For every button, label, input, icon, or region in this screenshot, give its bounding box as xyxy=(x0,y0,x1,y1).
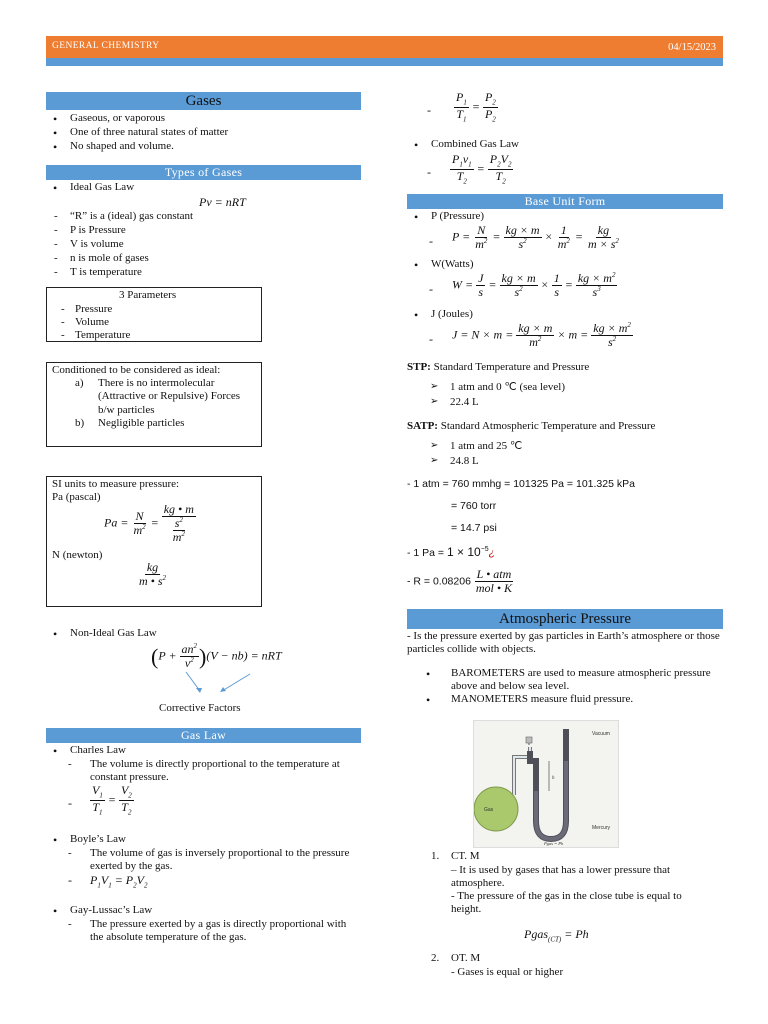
ideal-gas-law-label: • Ideal Gas Law xyxy=(46,181,361,195)
si-title: SI units to measure pressure: xyxy=(52,478,180,490)
gay-lussac-label: • Gay-Lussac’s Law xyxy=(46,904,361,918)
gas-law-content xyxy=(46,744,361,820)
ot-line: - Gases is equal or higher xyxy=(451,965,564,978)
section-types-title: Types of Gases xyxy=(46,165,361,180)
section-atmospheric-title: Atmospheric Pressure xyxy=(407,609,723,629)
list-item: • Gaseous, or vaporous xyxy=(46,112,361,126)
combined-gas-law xyxy=(407,138,723,152)
newton-label: N (newton) xyxy=(52,549,103,561)
parameters-title: 3 Parameters xyxy=(119,289,177,301)
boyle-law-content xyxy=(46,833,361,889)
watts-unit-equation: - W = $\frac{J}{s}$ = $\frac{kg \times m}{s^2}$ × $\frac{1}{s}$ = $\frac{kg \times m^2}{s^3}$ xyxy=(429,271,616,300)
section-base-unit-title: Base Unit Form xyxy=(407,194,723,209)
svg-text:Pgas = Ph: Pgas = Ph xyxy=(544,841,564,846)
header-date: 04/15/2023 xyxy=(668,42,716,53)
manometer-image xyxy=(473,720,619,848)
van-der-waals-equation: (P + $\frac{an^2}{v^2}$ )(V − nb) = nRT xyxy=(151,642,282,671)
list-item: - Pressure xyxy=(53,303,261,316)
joules-unit-equation: - J = N × m = $\frac{kg \times m}{m^2}$ × m = $\frac{kg \times m^2}{s^2}$ xyxy=(429,321,631,350)
atmospheric-bullets xyxy=(407,667,723,707)
list-item: • BAROMETERS are used to measure atmospheric pressure above and below sea level. xyxy=(426,667,711,693)
section-gases-title: Gases xyxy=(46,92,361,110)
gay-lussac-desc: - The pressure exerted by a gas is directly proportional with the absolute temperature of the gas. xyxy=(68,918,347,944)
stp-list xyxy=(426,381,716,411)
stp-bold: STP: xyxy=(407,361,431,373)
list-item: - “R” is a (ideal) gas constant xyxy=(46,210,361,224)
combined-gas-equation: - $\frac{P_1v_1}{T_2}$ = $\frac{P_2V_2}{T_2}$ xyxy=(427,152,512,186)
ct-line: - The pressure of the gas in the close tube is equal to height. xyxy=(451,890,682,916)
gay-lussac-content xyxy=(46,904,361,944)
stp-heading xyxy=(407,361,723,375)
atm-torr: = 760 torr xyxy=(451,500,497,512)
pressure-label: • P (Pressure) xyxy=(407,210,723,224)
section-gas-law-title: Gas Law xyxy=(46,728,361,743)
joules-label: • J (Joules) xyxy=(407,308,723,322)
condition-a: a) There is no intermolecular (Attractive or Repulsive) Forces b/w particles xyxy=(75,377,241,416)
svg-text:Vacuum: Vacuum xyxy=(592,731,610,737)
ct-heading: 1. CT. M xyxy=(431,850,480,862)
list-item: - P is Pressure xyxy=(46,224,361,238)
parameters-box xyxy=(46,287,262,342)
ideal-gas-equation: Pv = nRT xyxy=(199,195,246,209)
list-item: - Volume xyxy=(53,316,261,329)
charles-equation: - $\frac{V_1}{T_1}$ = $\frac{V_2}{T_2}$ xyxy=(68,783,132,817)
boyle-law-label: • Boyle’s Law xyxy=(46,833,361,847)
corrective-factors-caption: Corrective Factors xyxy=(159,702,241,714)
list-item: • One of three natural states of matter xyxy=(46,126,361,140)
pressure-unit-equation: - P = $\frac{N}{m^2}$ = $\frac{kg \times m}{s^2}$ × $\frac{1}{m^2}$ = $\frac{kg}{m \times s^2}$ xyxy=(429,223,619,252)
manometer-diagram-icon xyxy=(474,721,618,847)
header-accent-bar xyxy=(46,58,723,66)
pascal-equation: Pa = $\frac{N}{m^2}$ = $\frac{kg • m}{\frac{s^2}{m^2}}$ xyxy=(104,502,194,545)
svg-text:h: h xyxy=(552,776,555,781)
ct-equation: Pgas$_{(CT)}$ = Ph xyxy=(524,927,589,944)
conditions-title: Conditioned to be considered as ideal: xyxy=(52,364,221,376)
stp-text: Standard Temperature and Pressure xyxy=(433,361,590,373)
ot-heading: 2. OT. M xyxy=(431,952,481,964)
list-item: - n is mole of gases xyxy=(46,252,361,266)
gas-constant: - R = 0.08206 $\frac{\text{L • atm}}{\text{mol • K}}$ xyxy=(407,567,513,596)
pascal-conversion: - 1 $Pa = 1 \times 10^{-5}¿$ xyxy=(407,545,496,559)
list-item: - V is volume xyxy=(46,238,361,252)
condition-b: b) Negligible particles xyxy=(75,416,185,429)
gay-lussac-equation: - $\frac{P_1}{T_1}$ = $\frac{P_2}{P_2}$ xyxy=(427,90,496,124)
charles-law-desc: - The volume is directly proportional to the temperature at constant pressure. xyxy=(68,758,340,784)
list-item: ➢ 24.8 L xyxy=(426,455,716,470)
list-item: ➢ 22.4 L xyxy=(426,396,716,411)
open-tube-manometer xyxy=(407,952,723,979)
watts-label: • W(Watts) xyxy=(407,258,723,272)
svg-text:Gas: Gas xyxy=(484,807,494,813)
conditions-box xyxy=(46,362,262,447)
pascal-label: Pa (pascal) xyxy=(52,490,101,503)
header-title: GENERAL CHEMISTRY xyxy=(52,41,160,51)
svg-text:Mercury: Mercury xyxy=(592,825,611,831)
list-item: ➢ 1 atm and 0 ℃ (sea level) xyxy=(426,381,716,396)
gases-list xyxy=(46,112,361,154)
satp-list xyxy=(426,440,716,470)
list-item: • No shaped and volume. xyxy=(46,140,361,154)
list-item: • MANOMETERS measure fluid pressure. xyxy=(426,693,634,708)
closed-tube-manometer xyxy=(407,850,723,917)
newton-equation: $\frac{kg}{m • s^2}$ xyxy=(139,560,167,589)
list-item: - Temperature xyxy=(53,329,261,342)
atmospheric-desc: - Is the pressure exerted by gas particles in Earth’s atmosphere or those particles collide with objects. xyxy=(407,630,720,656)
non-ideal-section xyxy=(46,627,361,641)
types-content xyxy=(46,181,361,280)
base-unit-content xyxy=(407,210,723,356)
atm-psi: = 14.7 psi xyxy=(451,522,497,534)
boyle-equation: - $P_1V_1 = P_2V_2$ xyxy=(68,873,148,890)
atm-conversion: - 1 atm = 760 mmhg = 101325 Pa = 101.325 kPa xyxy=(407,478,635,490)
combined-gas-law-label: • Combined Gas Law xyxy=(407,138,723,152)
satp-bold: SATP: xyxy=(407,420,438,432)
charles-law-label: • Charles Law xyxy=(46,744,361,758)
satp-heading xyxy=(407,420,723,434)
list-item: - T is temperature xyxy=(46,266,361,280)
boyle-law-desc: - The volume of gas is inversely proportional to the pressure exerted by the gas. xyxy=(68,847,350,873)
si-units-box xyxy=(46,476,262,607)
non-ideal-label: • Non-Ideal Gas Law xyxy=(46,627,361,641)
list-item: ➢ 1 atm and 25 ℃ xyxy=(426,440,716,455)
satp-text: Standard Atmospheric Temperature and Pressure xyxy=(440,420,656,432)
ct-line: – It is used by gases that has a lower pressure that atmosphere. xyxy=(451,863,671,889)
corrective-arrows-icon xyxy=(180,670,260,696)
